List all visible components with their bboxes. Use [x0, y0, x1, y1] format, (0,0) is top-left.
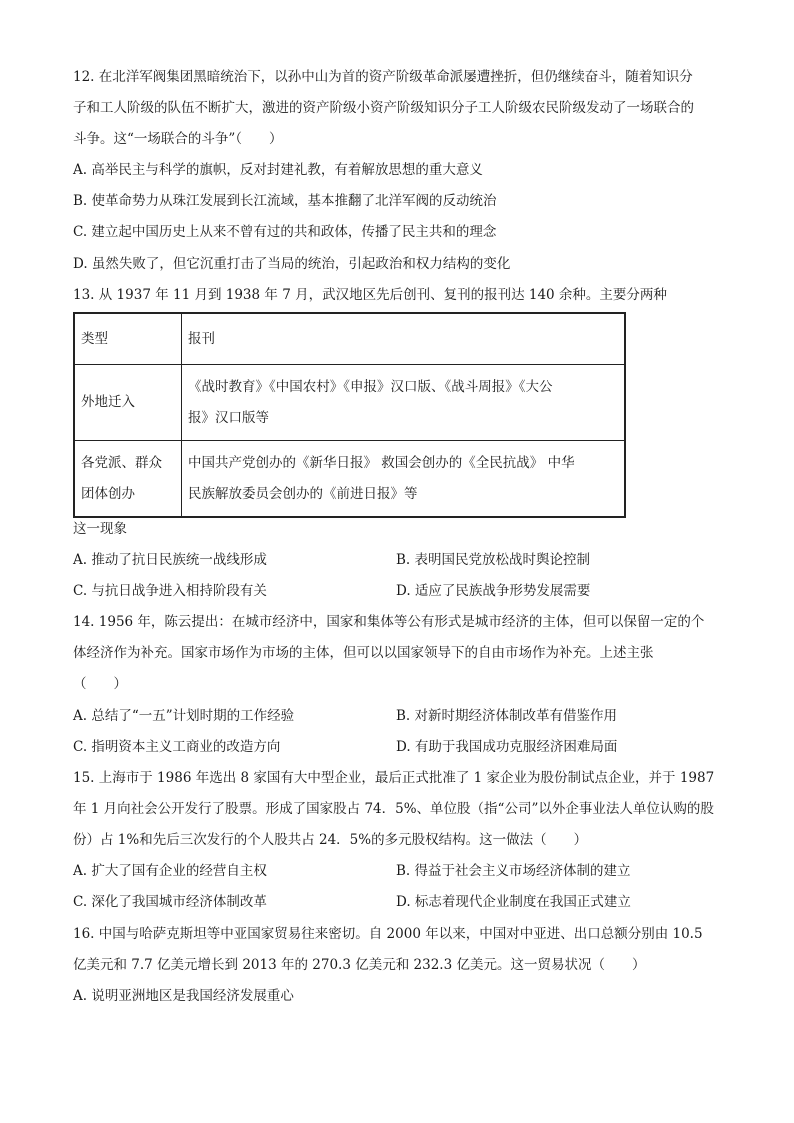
q14-stem-line-3: （ ） — [73, 676, 127, 692]
table-cell-type: 外地迁入 — [74, 365, 182, 441]
q14-stem-line-1: 14. 1956 年，陈云提出：在城市经济中，国家和集体等公有形式是城市经济的主体，但可以保留一定的个 — [73, 614, 705, 630]
table-header-papers: 报刊 — [182, 313, 626, 365]
q12-option-c: C. 建立起中国历史上从来不曾有过的共和政体，传播了民主共和的理念 — [73, 224, 497, 240]
q14-option-d: D. 有助于我国成功克服经济困难局面 — [396, 739, 618, 755]
q12-stem-line-2: 子和工人阶级的队伍不断扩大，激进的资产阶级小资产阶级知识分子工人阶级农民阶级发动了一场联合的 — [73, 100, 694, 116]
q15-option-d: D. 标志着现代企业制度在我国正式建立 — [396, 894, 631, 910]
table-cell-line: 中国共产党创办的《新华日报》 救国会创办的《全民抗战》 中华 — [188, 454, 575, 471]
q15-stem-line-2: 年 1 月向社会公开发行了股票。形成了国家股占 74．5%、单位股（指“公司”以外企事业法人单位认购的股 — [73, 801, 714, 817]
table-cell-line: 《战时教育》《中国农村》《申报》汉口版、《战斗周报》《大公 — [188, 378, 553, 395]
table-cell-line: 报》汉口版等 — [188, 409, 269, 426]
table-cell-line: 民族解放委员会创办的《前进日报》等 — [188, 485, 418, 502]
q14-option-b: B. 对新时期经济体制改革有借鉴作用 — [396, 708, 618, 724]
q16-stem-line-2: 亿美元和 7.7 亿美元增长到 2013 年的 270.3 亿美元和 232.3 亿美元。这一贸易状况（ ） — [73, 957, 646, 973]
q14-option-a: A. 总结了“一五”计划时期的工作经验 — [73, 708, 295, 724]
q15-option-c: C. 深化了我国城市经济体制改革 — [73, 894, 267, 910]
q13-option-d: D. 适应了民族战争形势发展需要 — [396, 583, 591, 599]
q14-option-c: C. 指明资本主义工商业的改造方向 — [73, 739, 281, 755]
table-cell-line: 团体创办 — [81, 485, 135, 502]
q12-stem-line-3: 斗争。这“一场联合的斗争”（ ） — [73, 131, 283, 147]
q15-option-a: A. 扩大了国有企业的经营自主权 — [73, 863, 267, 879]
table-row — [74, 365, 625, 441]
q14-stem-line-2: 体经济作为补充。国家市场作为市场的主体，但可以以国家领导下的自由市场作为补充。上述主张 — [73, 645, 654, 661]
table-header-type: 类型 — [74, 313, 182, 365]
table-cell-papers — [182, 365, 626, 441]
q15-stem-line-3: 份）占 1%和先后三次发行的个人股共占 24．5%的多元股权结构。这一做法（ ） — [73, 832, 588, 848]
q12-option-b: B. 使革命势力从珠江发展到长江流域，基本推翻了北洋军阀的反动统治 — [73, 193, 497, 209]
table-cell-line: 各党派、群众 — [81, 454, 162, 471]
q16-option-a: A. 说明亚洲地区是我国经济发展重心 — [73, 988, 294, 1004]
q13-table — [73, 312, 626, 518]
q13-after-table: 这一现象 — [73, 521, 127, 537]
q16-stem-line-1: 16. 中国与哈萨克斯坦等中亚国家贸易往来密切。自 2000 年以来，中国对中亚进、出口总额分别由 10.5 — [73, 926, 703, 942]
table-row — [74, 441, 625, 518]
q13-option-b: B. 表明国民党放松战时舆论控制 — [396, 552, 591, 568]
q12-stem-line-1: 12. 在北洋军阀集团黑暗统治下，以孙中山为首的资产阶级革命派屡遭挫折，但仍继续奋斗，随着知识分 — [73, 69, 693, 85]
q13-stem: 13. 从 1937 年 11 月到 1938 年 7 月，武汉地区先后创刊、复刊的报刊达 140 余种。主要分两种 — [73, 287, 667, 303]
q12-option-a: A. 高举民主与科学的旗帜，反对封建礼教，有着解放思想的重大意义 — [73, 162, 483, 178]
q15-stem-line-1: 15. 上海市于 1986 年选出 8 家国有大中型企业，最后正式批准了 1 家企业为股份制试点企业，并于 1987 — [73, 770, 715, 786]
q15-option-b: B. 得益于社会主义市场经济体制的建立 — [396, 863, 631, 879]
q13-option-a: A. 推动了抗日民族统一战线形成 — [73, 552, 267, 568]
table-cell-type — [74, 441, 182, 518]
q13-option-c: C. 与抗日战争进入相持阶段有关 — [73, 583, 267, 599]
table-cell-papers — [182, 441, 626, 518]
q12-option-d: D. 虽然失败了，但它沉重打击了当局的统治，引起政治和权力结构的变化 — [73, 256, 511, 272]
